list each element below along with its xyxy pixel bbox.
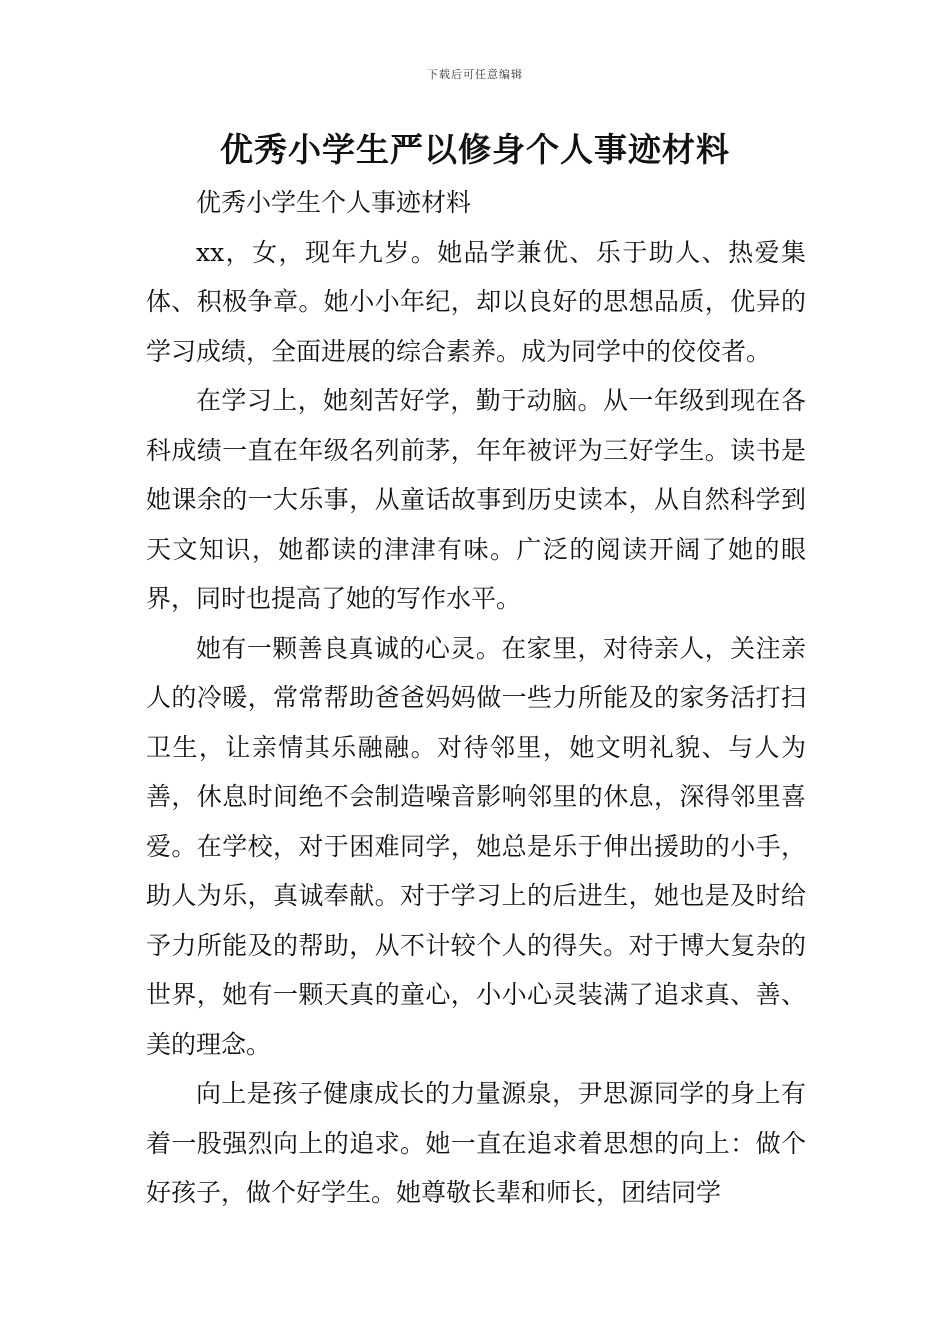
header-note: 下载后可任意编辑 [427, 68, 523, 81]
document-subtitle: 优秀小学生个人事迹材料 [196, 188, 472, 217]
document-title: 优秀小学生严以修身个人事迹材料 [220, 130, 730, 169]
paragraph-study: 在学习上，她刻苦好学，勤于动脑。从一年级到现在各科成绩一直在年级名列前茅，年年被评为三好学生。读书是她课余的一大乐事，从童话故事到历史读本，从自然科学到天文知识，她都读的津津有味。广泛的阅读开阔了她的眼界，同时也提高了她的写作水平。 [146, 386, 806, 613]
paragraph-intro: xx，女，现年九岁。她品学兼优、乐于助人、热爱集体、积极争章。她小小年纪，却以良好的思想品质，优异的学习成绩，全面进展的综合素养。成为同学中的佼佼者。 [146, 237, 806, 366]
document-body [146, 178, 806, 1218]
paragraph-aspiration: 向上是孩子健康成长的力量源泉，尹思源同学的身上有着一股强烈向上的追求。她一直在追求着思想的向上：做个好孩子，做个好学生。她尊敬长辈和师长，团结同学 [146, 1079, 806, 1207]
paragraph-kindness: 她有一颗善良真诚的心灵。在家里，对待亲人，关注亲人的冷暖，常常帮助爸爸妈妈做一些力所能及的家务活打扫卫生，让亲情其乐融融。对待邻里，她文明礼貌、与人为善，休息时间绝不会制造噪音影响邻里的休息，深得邻里喜爱。在学校，对于困难同学，她总是乐于伸出援助的小手，助人为乐，真诚奉献。对于学习上的后进生，她也是及时给予力所能及的帮助，从不计较个人的得失。对于博大复杂的世界，她有一颗天真的童心，小小心灵装满了追求真、善、美的理念。 [146, 633, 806, 1059]
